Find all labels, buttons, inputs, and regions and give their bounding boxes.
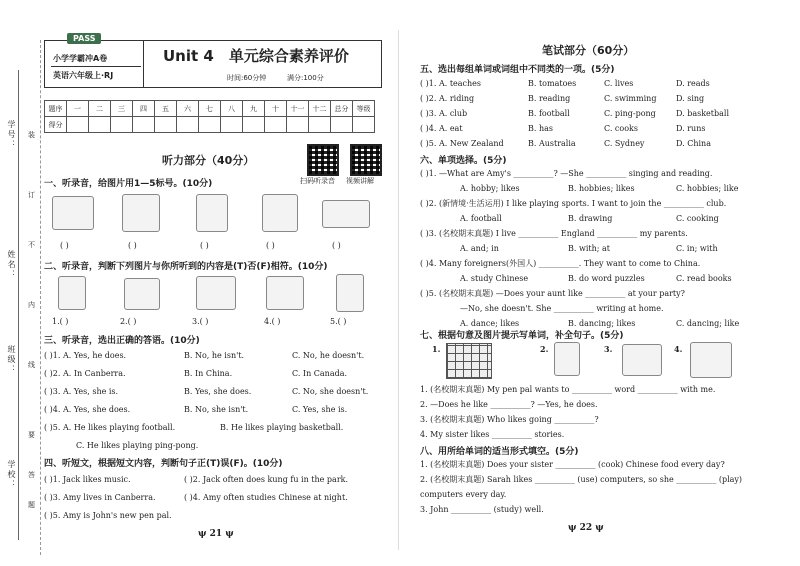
page-number: ψ 21 ψ <box>198 529 234 539</box>
q2-picture-3 <box>196 276 236 310</box>
q3-item: ( )5. A. He likes playing football. <box>44 423 176 432</box>
q1-picture-3 <box>196 194 228 232</box>
q2-picture-4 <box>266 276 304 310</box>
school-label: 学校： <box>7 460 16 490</box>
q3-item: ( )2. A. In Canberra. <box>44 369 126 378</box>
score-input-cell[interactable] <box>287 117 309 133</box>
score-cell: 十一 <box>287 101 309 117</box>
q3-title: 三、听录音，选出正确的答语。(10分) <box>44 336 200 346</box>
q8-item: 3. John __________ (study) well. <box>420 505 544 514</box>
score-input-cell[interactable] <box>133 117 155 133</box>
answer-blank[interactable]: ( ) <box>266 241 275 250</box>
q6-option: A. football <box>460 214 502 223</box>
q5-option: B. tomatoes <box>528 79 577 88</box>
answer-blank[interactable]: ( ) <box>128 241 137 250</box>
picture-number: 2. <box>540 344 549 354</box>
q3-option: B. In China. <box>184 369 233 378</box>
seal-char: 内 <box>28 301 35 309</box>
answer-blank[interactable]: 4.( ) <box>264 317 281 326</box>
seal-char: 线 <box>28 361 35 369</box>
q4-item: ( )5. Amy is John's new pen pal. <box>44 511 172 520</box>
score-cell: 二 <box>89 101 111 117</box>
q6-item: ( )1. —What are Amy's __________? —She __________ singing and reading. <box>420 169 713 178</box>
score-input-cell[interactable] <box>67 117 89 133</box>
reading-icon <box>690 342 732 378</box>
q7-item: 2. —Does he like __________? —Yes, he does. <box>420 400 598 409</box>
score-input-cell[interactable] <box>243 117 265 133</box>
page-title: Unit 4 单元综合素养评价 <box>163 47 349 65</box>
q1-picture-1 <box>52 196 94 230</box>
seal-char: 题 <box>28 501 35 509</box>
score-input-cell[interactable] <box>353 117 375 133</box>
q4-item: ( )2. Jack often does kung fu in the park. <box>184 475 349 484</box>
q5-option: D. China <box>676 139 711 148</box>
q4-item: ( )4. Amy often studies Chinese at night. <box>184 493 348 502</box>
score-table <box>44 100 375 133</box>
seal-char: 不 <box>28 241 35 249</box>
q3-option: B. He likes playing basketball. <box>220 423 344 432</box>
q5-option: D. reads <box>676 79 710 88</box>
q6-option: B. do word puzzles <box>568 274 645 283</box>
q5-option: B. reading <box>528 94 571 103</box>
q5-item: ( )5. A. New Zealand <box>420 139 504 148</box>
q6-option: A. dance; likes <box>460 319 520 328</box>
q7-item: 3. (名校期末真题) Who likes going __________? <box>420 415 599 424</box>
q6-option: C. read books <box>676 274 732 283</box>
q6-item: ( )2. (新情境·生活运用) I like playing sports. I want to join the __________ club. <box>420 199 727 208</box>
score-cell: 总分 <box>331 101 353 117</box>
q8-item: 1. (名校期末真题) Does your sister __________ (cook) Chinese food every day? <box>420 460 725 469</box>
q5-item: ( )3. A. club <box>420 109 468 118</box>
score-cell: 四 <box>133 101 155 117</box>
q6-item: ( )5. (名校期末真题) —Does your aunt like __________ at your party? <box>420 289 685 298</box>
score-cell: 六 <box>177 101 199 117</box>
singing-icon <box>554 342 580 376</box>
score-cell: 题序 <box>45 101 67 117</box>
q8-title: 八、用所给单词的适当形式填空。(5分) <box>420 447 579 457</box>
divider <box>51 66 141 67</box>
q2-title: 二、听录音，判断下列图片与你所听到的内容是(T)否(F)相符。(10分) <box>44 262 328 272</box>
full-score: 满分:100分 <box>287 74 324 82</box>
score-input-cell[interactable] <box>265 117 287 133</box>
q7-item: 1. (名校期末真题) My pen pal wants to __________ word __________ with me. <box>420 385 716 394</box>
q3-item: ( )4. A. Yes, she does. <box>44 405 131 414</box>
name-label: 姓名： <box>7 250 16 280</box>
q3-option: C. In Canada. <box>292 369 348 378</box>
answer-blank[interactable]: 3.( ) <box>192 317 209 326</box>
score-input-cell[interactable] <box>221 117 243 133</box>
q5-option: C. lives <box>604 79 634 88</box>
score-input-cell[interactable] <box>89 117 111 133</box>
hiking-icon <box>622 344 662 376</box>
q5-option: C. Sydney <box>604 139 645 148</box>
q7-title: 七、根据句意及图片提示写单词，补全句子。(5分) <box>420 331 624 341</box>
score-cell: 七 <box>199 101 221 117</box>
listening-section-title: 听力部分（40分） <box>162 154 255 167</box>
qr-caption: 扫码听录音 <box>300 177 335 185</box>
q7-item: 4. My sister likes __________ stories. <box>420 430 565 439</box>
seal-char: 订 <box>28 191 35 199</box>
q3-option: C. He likes playing ping-pong. <box>76 441 199 450</box>
score-cell: 等级 <box>353 101 375 117</box>
q3-option: C. No, she doesn't. <box>292 387 369 396</box>
q5-option: D. sing <box>676 94 705 103</box>
answer-blank[interactable]: ( ) <box>60 241 69 250</box>
seal-char: 答 <box>28 471 35 479</box>
score-row-label: 得分 <box>45 117 67 133</box>
picture-number: 1. <box>432 344 441 354</box>
page-number-value: 21 <box>209 529 223 539</box>
q6-option: A. and; in <box>460 244 499 253</box>
answer-blank[interactable]: ( ) <box>332 241 341 250</box>
q5-item: ( )1. A. teaches <box>420 79 482 88</box>
q1-picture-4 <box>262 194 298 232</box>
brand-logo: PASS <box>67 33 101 44</box>
q5-option: B. has <box>528 124 553 133</box>
score-input-cell[interactable] <box>309 117 331 133</box>
page-number-value: 22 <box>579 523 593 533</box>
answer-blank[interactable]: 5.( ) <box>330 317 347 326</box>
page-number: ψ 22 ψ <box>568 523 604 533</box>
q6-option: C. cooking <box>676 214 719 223</box>
q6-item: ( )3. (名校期末真题) I live __________ England __________ my parents. <box>420 229 688 238</box>
q5-item: ( )4. A. eat <box>420 124 463 133</box>
q6-item-followup: —No, she doesn't. She __________ writing at home. <box>460 304 664 313</box>
q6-option: C. dancing; like <box>676 319 740 328</box>
score-cell: 十 <box>265 101 287 117</box>
q6-option: B. hobbies; likes <box>568 184 635 193</box>
answer-blank[interactable]: 1.( ) <box>52 317 69 326</box>
seal-char: 装 <box>28 131 35 139</box>
score-cell: 五 <box>155 101 177 117</box>
q6-item: ( )4. Many foreigners(外国人) __________. They want to come to China. <box>420 259 701 268</box>
q5-option: B. Australia <box>528 139 576 148</box>
score-cell: 十二 <box>309 101 331 117</box>
q3-item: ( )3. A. Yes, she is. <box>44 387 119 396</box>
q8-item-continued: computers every day. <box>420 490 507 499</box>
qr-caption: 视频讲解 <box>346 177 374 185</box>
q5-option: C. swimming <box>604 94 657 103</box>
score-table-score-row <box>45 117 375 133</box>
q5-option: C. ping-pong <box>604 109 656 118</box>
divider <box>143 41 145 87</box>
q6-option: C. hobbies; like <box>676 184 739 193</box>
q2-picture-2 <box>124 278 160 310</box>
q5-option: D. basketball <box>676 109 730 118</box>
q6-title: 六、单项选择。(5分) <box>420 156 507 166</box>
q2-picture-1 <box>58 276 86 310</box>
q3-item: ( )1. A. Yes, he does. <box>44 351 127 360</box>
answer-blank[interactable]: ( ) <box>200 241 209 250</box>
qr-code-icon[interactable] <box>350 144 382 176</box>
score-input-cell[interactable] <box>155 117 177 133</box>
picture-number: 4. <box>674 344 683 354</box>
q6-option: B. dancing; likes <box>568 319 636 328</box>
score-input-cell[interactable] <box>177 117 199 133</box>
q6-option: A. hobby; likes <box>460 184 520 193</box>
score-table-header-row <box>45 101 375 117</box>
page-fold <box>398 30 399 550</box>
q1-picture-2 <box>122 194 160 232</box>
q1-title: 一、听录音，给图片用1—5标号。(10分) <box>44 179 213 189</box>
binding-line <box>40 40 42 555</box>
q6-option: B. drawing <box>568 214 613 223</box>
q8-item: 2. (名校期末真题) Sarah likes __________ (use) computers, so she __________ (play) <box>420 475 743 484</box>
q3-option: C. Yes, she is. <box>292 405 348 414</box>
qr-code-icon[interactable] <box>307 144 339 176</box>
picture-number: 3. <box>604 344 613 354</box>
class-label: 班级： <box>7 345 16 375</box>
q5-option: B. football <box>528 109 570 118</box>
score-input-cell[interactable] <box>199 117 221 133</box>
grade-label: 英语六年级上·RJ <box>53 71 114 80</box>
q3-option: C. No, he doesn't. <box>292 351 365 360</box>
score-cell: 一 <box>67 101 89 117</box>
q4-title: 四、听短文，根据短文内容，判断句子正(T)误(F)。(10分) <box>44 459 283 469</box>
answer-blank[interactable]: 2.( ) <box>120 317 137 326</box>
q4-item: ( )3. Amy lives in Canberra. <box>44 493 156 502</box>
q5-title: 五、选出每组单词或词组中不同类的一项。(5分) <box>420 65 615 75</box>
q3-option: B. No, she isn't. <box>184 405 249 414</box>
q1-picture-5 <box>322 200 370 228</box>
time-limit: 时间:60分钟 <box>227 74 267 82</box>
word-puzzle-icon <box>446 343 492 379</box>
series-name: 小学学霸冲A卷 <box>53 54 108 63</box>
q5-option: D. runs <box>676 124 706 133</box>
score-input-cell[interactable] <box>111 117 133 133</box>
header-box <box>44 34 382 88</box>
q6-option: A. study Chinese <box>460 274 529 283</box>
student-id-label: 学号： <box>7 120 16 150</box>
written-section-title: 笔试部分（60分） <box>542 44 635 57</box>
q5-item: ( )2. A. riding <box>420 94 475 103</box>
q3-option: B. No, he isn't. <box>184 351 245 360</box>
score-cell: 九 <box>243 101 265 117</box>
q6-option: B. with; at <box>568 244 610 253</box>
q2-picture-5 <box>336 274 364 312</box>
q6-option: C. in; with <box>676 244 718 253</box>
seal-char: 要 <box>28 431 35 439</box>
score-input-cell[interactable] <box>331 117 353 133</box>
q3-option: B. Yes, she does. <box>184 387 252 396</box>
fill-line <box>18 70 20 540</box>
q4-item: ( )1. Jack likes music. <box>44 475 131 484</box>
q5-option: C. cooks <box>604 124 638 133</box>
score-cell: 八 <box>221 101 243 117</box>
score-cell: 三 <box>111 101 133 117</box>
